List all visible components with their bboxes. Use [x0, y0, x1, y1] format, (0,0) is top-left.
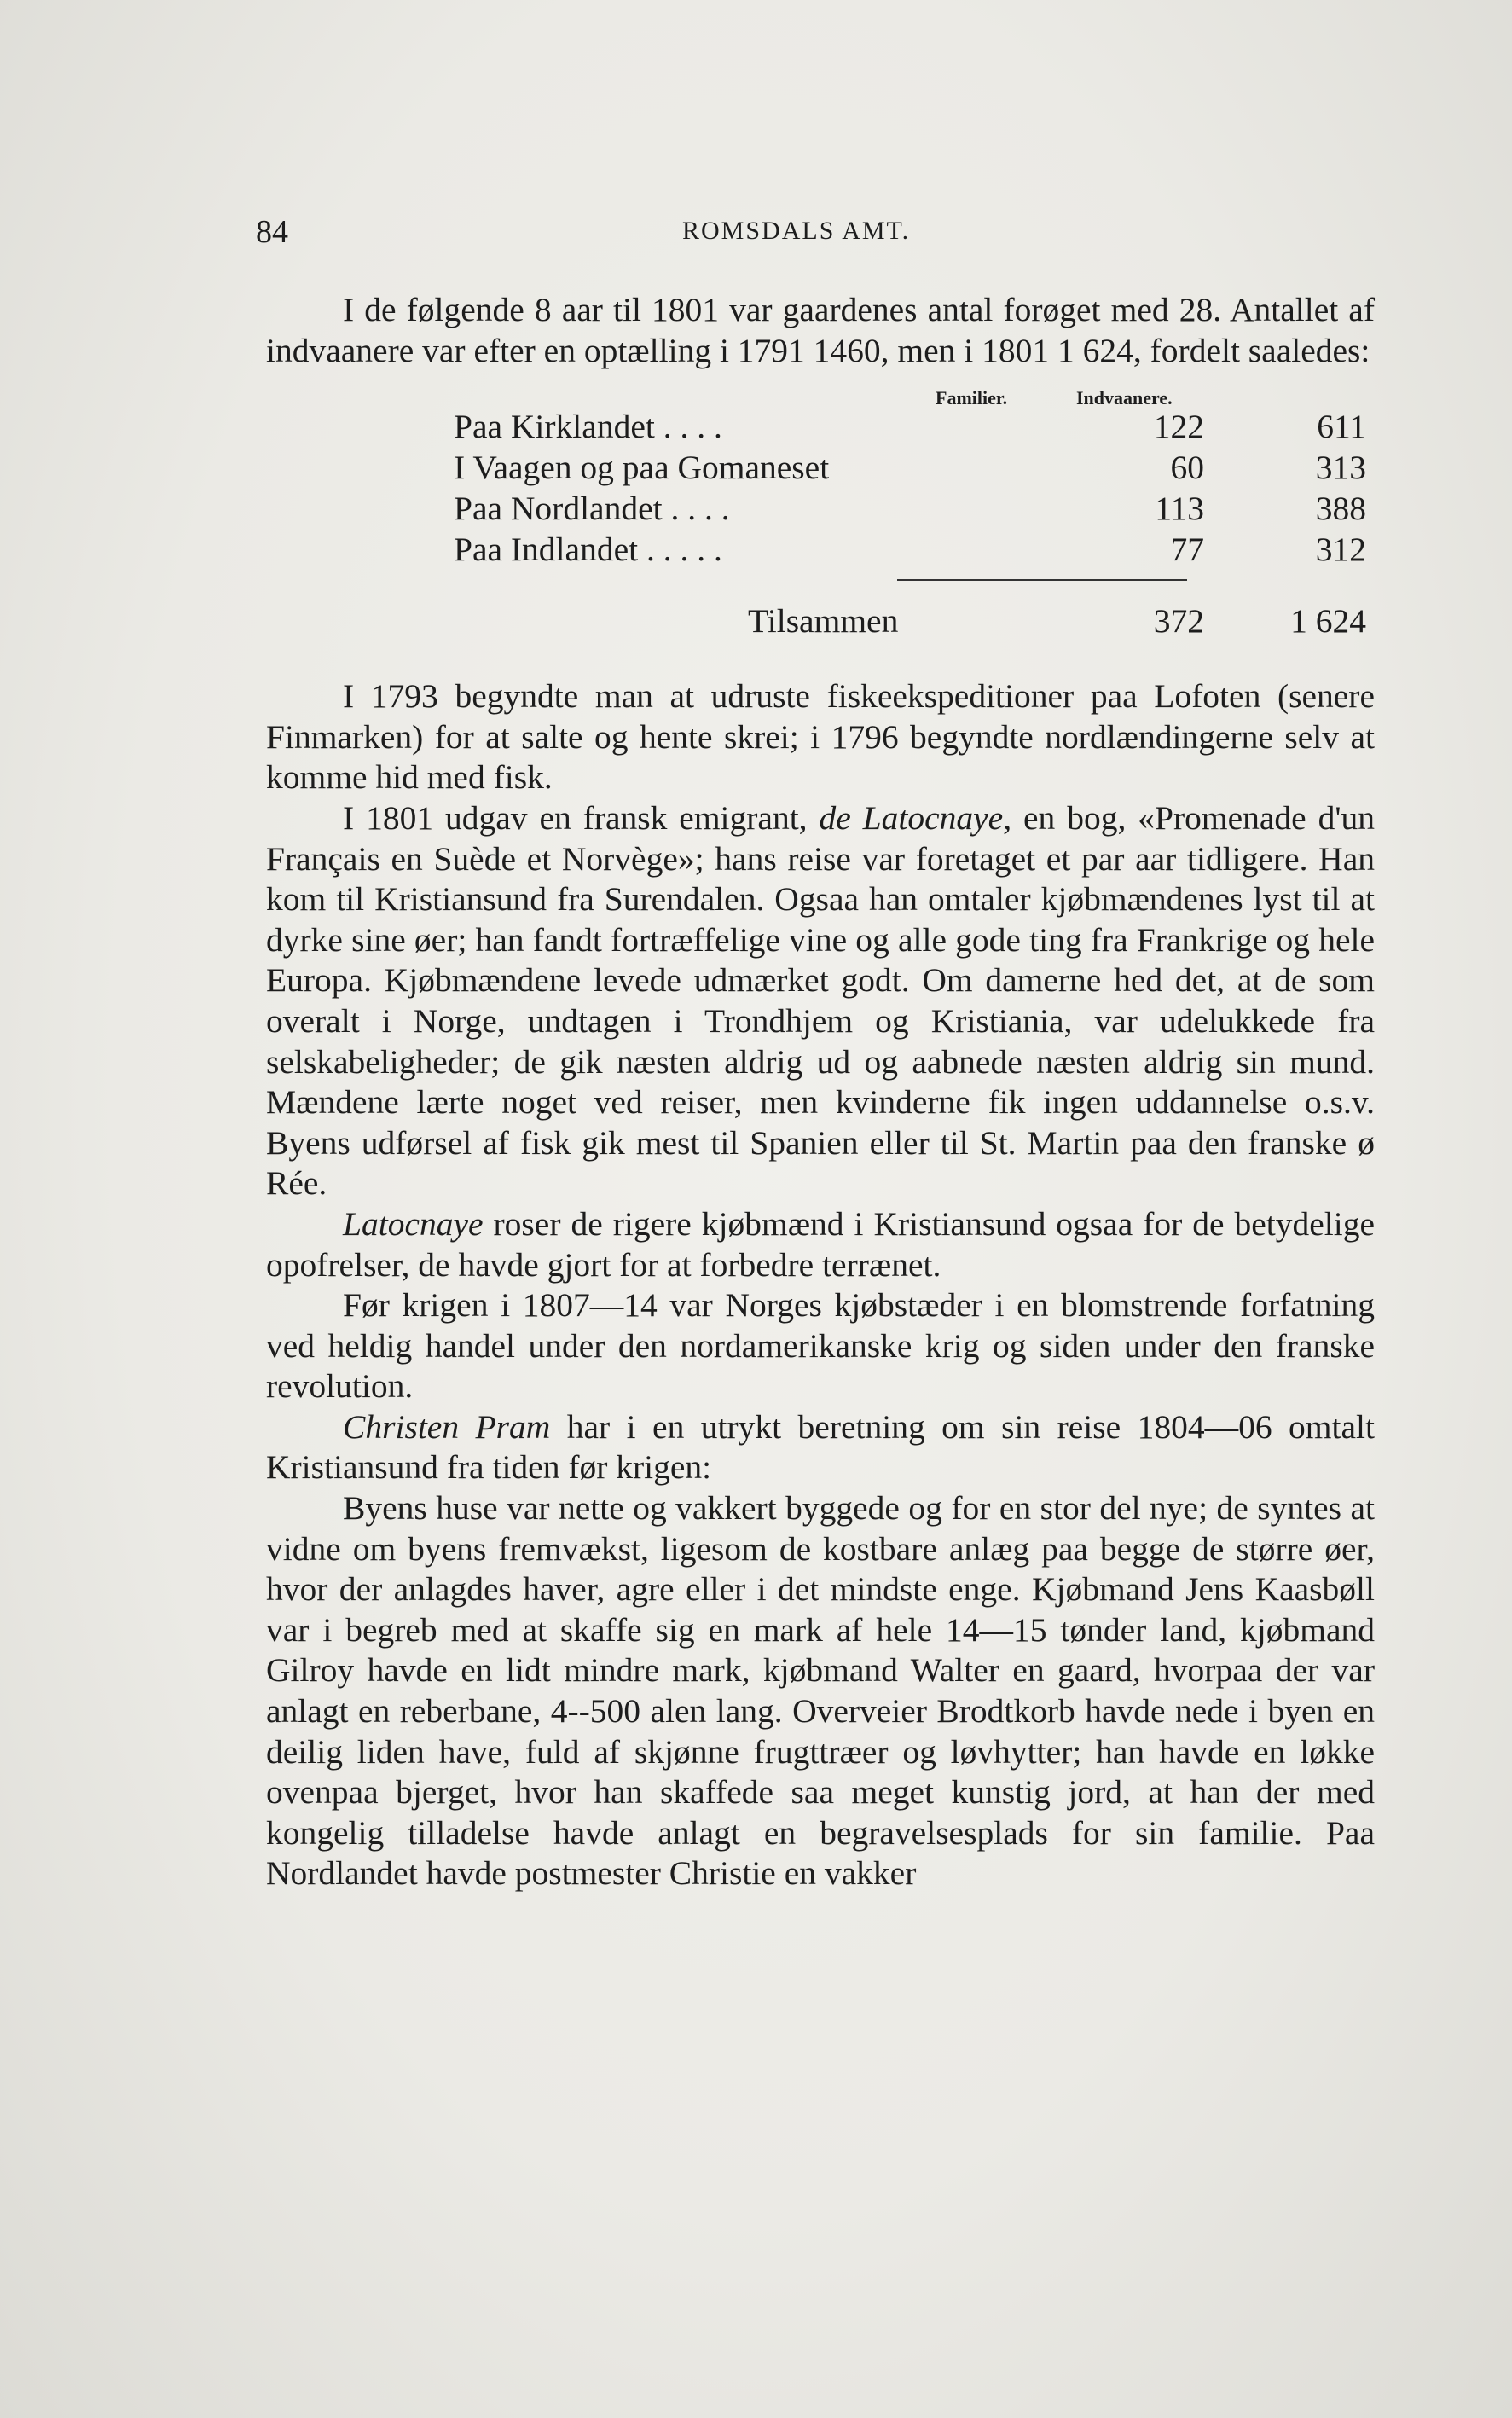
row-label: Paa Nordlandet . . . . — [454, 490, 730, 528]
text-run: roser de rigere kjøbmænd i Kristiansund ogsaa for de betydelige opofrelser, de havde gjort for at forbedre terrænet. — [266, 1204, 1375, 1284]
row-families: 122 — [1153, 408, 1204, 446]
italic-name: Latocnaye — [343, 1204, 484, 1243]
total-rule — [897, 579, 1187, 581]
paragraph-latocnaye-book — [266, 798, 1375, 1204]
table-row — [454, 489, 1375, 530]
table-row — [454, 407, 1375, 448]
paragraph-lofoten: I 1793 begyndte man at udruste fiskeekspeditioner paa Lofoten (senere Finmarken) for at salte og hente skrei; i 1796 begyndte nordlændingerne selv at komme hid med fisk. — [266, 677, 1375, 797]
page-number: 84 — [256, 214, 288, 250]
intro-paragraph: I de følgende 8 aar til 1801 var gaardenes antal forøget med 28. Antallet af indvaanere var efter en optælling i 1791 1460, men i 1801 1 624, fordelt saaledes: — [266, 291, 1375, 369]
row-label: Paa Kirklandet . . . . — [454, 408, 722, 446]
italic-name: de Latocnaye, — [819, 798, 1012, 837]
paragraph-town-description: Byens huse var nette og vakkert byggede og for en stor del nye; de syntes at vidne om byens fremvækst, ligesom de kostbare anlæg paa begge de større øer, hvor der anlagdes haver, agre eller i det mindste enge. Kjøbmand Jens Kaasbøll var i begreb med at skaffe sig en mark af hele 14—15 tønder land, kjøbmand Gilroy havde en lidt mindre mark, kjøbmand Walter en gaard, hvorpaa der var anlagt en reberbane, 4--500 alen lang. Overveier Brodtkorb havde nede i byen en deilig liden have, fuld af skjønne frugttræer og løvhytter; han havde en løkke ovenpaa bjerget, hvor han skaffede saa meget kunstig jord, at han der med kongelig tilladelse havde anlagt en begravelsesplads for sin familie. Paa Nordlandet havde postmester Christie en vakker — [266, 1489, 1375, 1893]
row-inhabitants: 313 — [1315, 449, 1366, 487]
total-label: Tilsammen — [748, 602, 899, 641]
table-total-row — [454, 601, 1375, 642]
row-label: Paa Indlandet . . . . . — [454, 531, 722, 569]
paragraph-latocnaye-praise — [266, 1204, 1375, 1285]
table-row — [454, 448, 1375, 489]
row-families: 113 — [1155, 490, 1204, 528]
row-inhabitants: 611 — [1317, 408, 1366, 446]
paragraph-pram — [266, 1407, 1375, 1488]
total-inhabitants: 1 624 — [1290, 602, 1366, 641]
column-header-inhabitants: Indvaanere. — [1076, 387, 1173, 409]
row-inhabitants: 388 — [1315, 490, 1366, 528]
row-families: 60 — [1170, 449, 1204, 487]
row-inhabitants: 312 — [1315, 531, 1366, 569]
text-run: en bog, «Promenade d'un Français en Suède et Norvège»; hans reise var foretaget et par aar tidligere. Han kom til Kristiansund fra Surendalen. Ogsaa han omtaler kjøbmændenes lyst til at dyrke sine øer; han fandt fortræffelige vine og alle gode ting fra Frankrige og hele Europa. Kjøbmændene levede udmærket godt. Om damerne hed det, at de som overalt i Norge, undtagen i Trondhjem og Kristiania, var udelukkede fra selskabeligheder; de gik næsten aldrig ud og aabnede næsten aldrig sin mund. Mændene lærte noget ved reiser, men kvinderne fik ingen uddannelse o.s.v. Byens udførsel af fisk gik mest til Spanien eller til St. Martin paa den franske ø Rée. — [266, 798, 1375, 1203]
row-families: 77 — [1170, 531, 1204, 569]
page-header — [256, 213, 1382, 264]
running-title: ROMSDALS AMT. — [682, 217, 911, 245]
body-text — [266, 290, 1375, 1894]
population-table — [266, 378, 1375, 676]
table-row — [454, 530, 1375, 571]
total-families: 372 — [1153, 602, 1204, 641]
text-run: I 1801 udgav en fransk emigrant, — [343, 798, 820, 837]
text-run: har i en utrykt beretning om sin reise 1804—06 omtalt Kristiansund fra tiden før krigen: — [266, 1407, 1375, 1487]
column-header-families: Familier. — [936, 387, 1008, 409]
paragraph-war: Før krigen i 1807—14 var Norges kjøbstæder i en blomstrende forfatning ved heldig handel under den nordamerikanske krig og siden under den franske revolution. — [266, 1286, 1375, 1406]
italic-name: Christen Pram — [343, 1407, 551, 1446]
row-label: I Vaagen og paa Gomaneset — [454, 449, 830, 487]
